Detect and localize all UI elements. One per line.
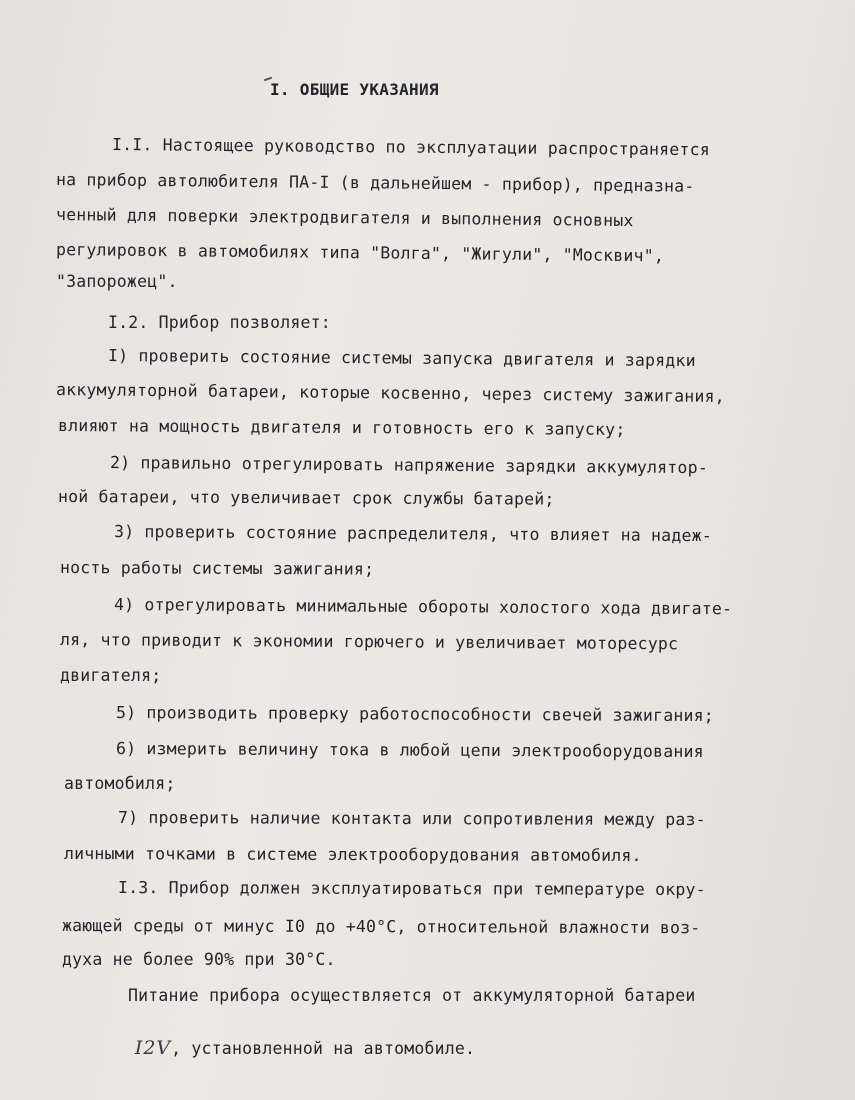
- section-heading-text: I. ОБЩИЕ УКАЗАНИЯ: [270, 80, 439, 99]
- text-line: двигателя;: [60, 666, 162, 685]
- text-line: 7) проверить наличие контакта или сопротивления между раз-: [117, 808, 706, 830]
- text-line-last: [74, 1022, 475, 1074]
- text-line: ченный для поверки электродвигателя и выполнения основных: [55, 205, 634, 231]
- text-line: 5) производить проверку работоспособности свечей зажигания;: [115, 703, 714, 726]
- text-line: 6) измерить величину тока в любой цепи электрооборудования: [115, 739, 704, 762]
- text-line: автомобиля;: [64, 774, 176, 793]
- text-line: 2) правильно отрегулировать напряжение зарядки аккумулятор-: [109, 453, 708, 478]
- text-line: I) проверить состояние системы запуска двигателя и зарядки: [107, 346, 696, 371]
- text-line: ной батареи, что увеличивает срок службы батарей;: [57, 487, 555, 509]
- section-heading: [270, 80, 439, 99]
- text-line: I.3. Прибор должен эксплуатироваться при температуре окру-: [117, 878, 706, 900]
- text-line: личными точками в системе электрооборудования автомобиля.: [63, 844, 642, 866]
- text-line: ность работы системы зажигания;: [59, 558, 375, 579]
- text-line: 3) проверить состояние распределителя, что влияет на надеж-: [113, 522, 712, 546]
- handwritten-voltage: I2V: [134, 1036, 172, 1059]
- text-line: "Запорожец".: [56, 272, 178, 291]
- text-line: регулировок в автомобилях типа "Волга", "Жигули", "Москвич",: [55, 240, 665, 266]
- text-line: Питание прибора осуществляется от аккумуляторной батареи: [128, 986, 696, 1005]
- text-line: ля, что приводит к экономии горючего и увеличивает моторесурс: [59, 630, 679, 654]
- text-line: аккумуляторной батареи, которые косвенно, через систему зажигания,: [55, 380, 725, 407]
- text-line: духа не более 90% при 30°С.: [62, 950, 336, 969]
- text-line: 4) отрегулировать минимальные обороты холостого хода двигате-: [113, 595, 733, 619]
- text-line: I.2. Прибор позволяет:: [108, 313, 331, 332]
- text-line: I.I. Настоящее руководство по эксплуатации распространяется: [111, 135, 710, 160]
- text-line: на прибор автолюбителя ПА-I (в дальнейшем - прибор), предназна-: [55, 170, 695, 196]
- text-line-tail: , установленной на автомобиле.: [171, 1038, 476, 1058]
- text-line: влияют на мощность двигателя и готовность его к запуску;: [57, 416, 626, 439]
- text-line: жающей среды от минус I0 до +40°С, относительной влажности воз-: [61, 916, 701, 938]
